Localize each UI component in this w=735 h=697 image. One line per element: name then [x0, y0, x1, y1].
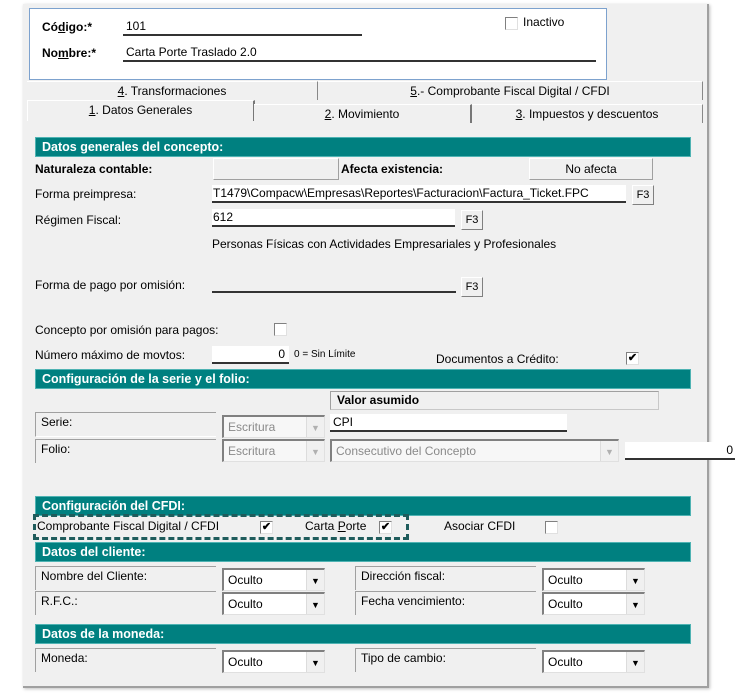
concept-window: [23, 4, 733, 688]
moneda-value: Oculto: [228, 655, 263, 669]
afecta-existencia-value: No afecta: [529, 158, 653, 180]
direccion-fiscal-label: Dirección fiscal:: [355, 566, 536, 590]
forma-pago-label: Forma de pago por omisión:: [35, 278, 186, 292]
codigo-input[interactable]: 101: [123, 18, 362, 36]
tab-movimiento-num: 2: [324, 107, 332, 121]
folio-mode-select[interactable]: [222, 439, 325, 462]
tab-transformaciones-label: . Transformaciones: [124, 84, 227, 98]
nombre-cliente-select[interactable]: [222, 568, 325, 591]
nombre-cliente-label: Nombre del Cliente:: [35, 566, 216, 590]
folio-value-input[interactable]: 0: [625, 442, 735, 460]
tab-movimiento-label: . Movimiento: [331, 107, 400, 121]
doc-credito-checkbox[interactable]: [626, 352, 639, 365]
section-cfdi: Configuración del CFDI:: [35, 496, 691, 516]
inactivo-label: Inactivo: [523, 15, 565, 29]
tab-cfdi-num: 5: [410, 84, 417, 98]
forma-preimpresa-input[interactable]: T1479\Compacw\Empresas\Reportes\Facturacion\Factura_Ticket.FPC: [212, 185, 626, 203]
fecha-vencimiento-value: Oculto: [548, 597, 583, 611]
dropdown-arrow-icon[interactable]: ▼: [306, 594, 324, 614]
max-movtos-hint: 0 = Sin Límite: [294, 349, 356, 360]
moneda-label: Moneda:: [35, 648, 216, 672]
dropdown-arrow-icon[interactable]: ▼: [306, 570, 324, 590]
tab-transformaciones-num: 4: [117, 84, 125, 98]
dropdown-arrow-icon[interactable]: ▼: [306, 652, 324, 672]
serie-label: Serie:: [35, 412, 216, 437]
max-movtos-input[interactable]: 0: [212, 346, 289, 364]
max-movtos-label: Número máximo de movtos:: [35, 348, 186, 362]
asociar-cfdi-checkbox[interactable]: [545, 521, 558, 534]
section-datos-generales: Datos generales del concepto:: [35, 137, 691, 157]
dropdown-arrow-icon[interactable]: ▼: [626, 652, 644, 672]
codigo-label: Código:*: [42, 20, 93, 34]
carta-porte-label: Carta Porte: [305, 519, 367, 533]
nombre-cliente-value: Oculto: [228, 573, 263, 587]
forma-pago-input[interactable]: [212, 291, 456, 293]
inactivo-checkbox[interactable]: [505, 17, 518, 30]
tab-datos-generales-num: 1: [88, 103, 96, 117]
check-icon: ✔: [380, 521, 391, 533]
regimen-fiscal-label: Régimen Fiscal:: [35, 213, 122, 227]
rfc-label: R.F.C.:: [35, 591, 216, 615]
serie-value-input[interactable]: CPI: [330, 414, 567, 432]
nombre-label: Nombre:*: [42, 46, 97, 60]
valor-asumido-header: Valor asumido: [330, 391, 659, 410]
tipo-cambio-select[interactable]: [542, 650, 645, 673]
dropdown-arrow-icon[interactable]: ▼: [626, 594, 644, 614]
fecha-vencimiento-label: Fecha vencimiento:: [355, 591, 536, 615]
forma-pago-f3-button[interactable]: F3: [461, 277, 483, 297]
cfdi-checkbox[interactable]: [260, 521, 273, 534]
forma-preimpresa-label: Forma preimpresa:: [35, 187, 137, 201]
fecha-vencimiento-select[interactable]: [542, 592, 645, 615]
moneda-select[interactable]: [222, 650, 325, 673]
tab-impuestos-num: 3: [515, 107, 523, 121]
regimen-fiscal-input[interactable]: 612: [212, 209, 455, 227]
folio-source-value: Consecutivo del Concepto: [336, 444, 477, 458]
folio-label: Folio:: [35, 439, 216, 463]
afecta-existencia-label: Afecta existencia:: [341, 162, 444, 176]
doc-credito-label: Documentos a Crédito:: [436, 352, 559, 366]
regimen-fiscal-description: Personas Físicas con Actividades Empresariales y Profesionales: [212, 237, 557, 251]
carta-porte-checkbox[interactable]: [379, 521, 392, 534]
check-icon: ✔: [627, 352, 638, 364]
tab-panel-datos-generales: [27, 121, 733, 681]
rfc-value: Oculto: [228, 597, 263, 611]
tab-impuestos-label: . Impuestos y descuentos: [522, 107, 659, 121]
cfdi-label: Comprobante Fiscal Digital / CFDI: [37, 519, 220, 533]
dropdown-arrow-icon[interactable]: ▼: [626, 570, 644, 590]
direccion-fiscal-value: Oculto: [548, 573, 583, 587]
concepto-omision-checkbox[interactable]: [274, 323, 287, 336]
naturaleza-label: Naturaleza contable:: [35, 162, 153, 176]
tab-transformaciones[interactable]: [27, 81, 318, 100]
tab-cfdi-label: .- Comprobante Fiscal Digital / CFDI: [416, 84, 610, 98]
nombre-input[interactable]: Carta Porte Traslado 2.0: [123, 44, 596, 62]
section-serie-folio: Configuración de la serie y el folio:: [35, 369, 691, 389]
section-cliente: Datos del cliente:: [35, 542, 691, 562]
forma-preimpresa-f3-button[interactable]: F3: [632, 185, 654, 205]
header-box: [29, 8, 607, 80]
check-icon: ✔: [261, 521, 272, 533]
tab-datos-generales[interactable]: [27, 100, 255, 121]
naturaleza-value: [213, 158, 339, 180]
serie-mode-value: Escritura: [228, 420, 276, 434]
folio-source-select[interactable]: [330, 439, 619, 462]
direccion-fiscal-select[interactable]: [542, 568, 645, 591]
asociar-cfdi-label: Asociar CFDI: [444, 519, 516, 533]
regimen-fiscal-f3-button[interactable]: F3: [461, 210, 483, 230]
folio-mode-value: Escritura: [228, 444, 276, 458]
section-moneda: Datos de la moneda:: [35, 624, 691, 644]
tab-cfdi[interactable]: [318, 81, 703, 100]
dropdown-arrow-icon[interactable]: ▼: [306, 417, 324, 437]
rfc-select[interactable]: [222, 592, 325, 615]
tipo-cambio-label: Tipo de cambio:: [355, 648, 536, 672]
dropdown-arrow-icon[interactable]: ▼: [600, 441, 618, 461]
dropdown-arrow-icon[interactable]: ▼: [306, 441, 324, 461]
concepto-omision-label: Concepto por omisión para pagos:: [35, 323, 219, 337]
tab-datos-generales-label: . Datos Generales: [95, 103, 193, 117]
serie-mode-select[interactable]: [222, 415, 325, 438]
tipo-cambio-value: Oculto: [548, 655, 583, 669]
